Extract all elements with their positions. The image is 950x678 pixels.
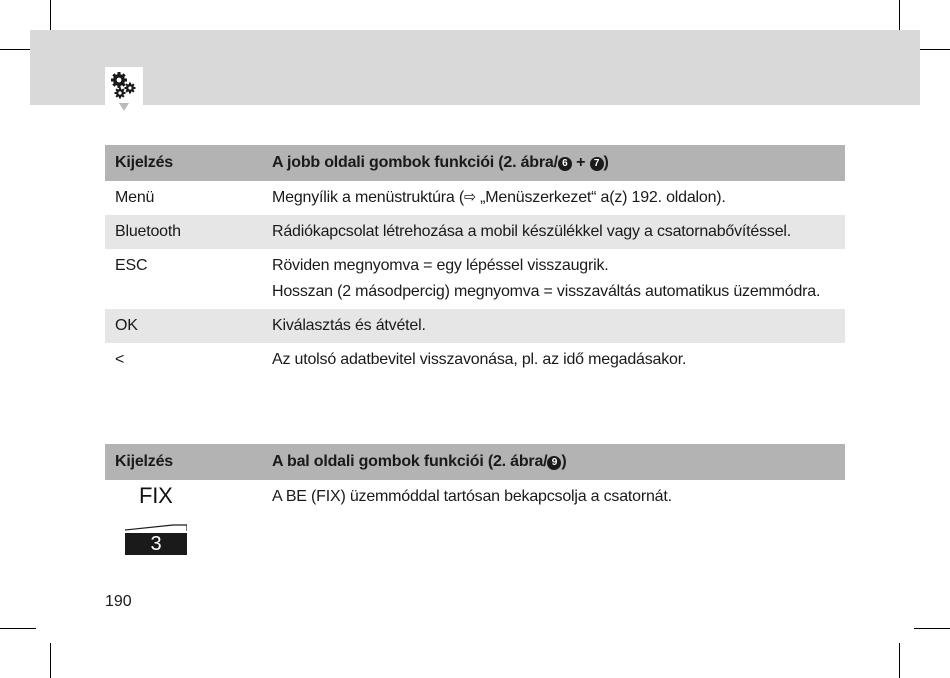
icon-pointer: [119, 103, 129, 111]
header-plus: +: [571, 154, 590, 171]
column-header-function: [262, 145, 845, 181]
crop-mark: [914, 628, 950, 629]
crop-mark: [50, 643, 51, 678]
function-cell: Rádiókapcsolat létrehozása a mobil készülékkel vagy a csatornabővítéssel.: [262, 215, 845, 249]
fix-label: FIX: [139, 483, 173, 508]
function-cell: Megnyílik a menüstruktúra (⇨ „Menüszerkezet“ a(z) 192. oldalon).: [272, 189, 726, 206]
column-header-display: Kijelzés: [105, 444, 262, 480]
display-cell: <: [115, 351, 125, 368]
figure-ref-badge: 6: [558, 157, 572, 171]
column-header-display: Kijelzés: [105, 145, 262, 181]
display-cell: ESC: [115, 257, 148, 274]
fix-mode-symbol: [115, 484, 187, 556]
table-row: [105, 249, 845, 309]
table-row: [105, 215, 845, 249]
header-text: A bal oldali gombok funkciói (2. ábra/: [272, 453, 548, 470]
figure-ref-badge: 9: [547, 456, 561, 470]
right-buttons-table: [105, 145, 845, 377]
display-cell: [105, 480, 262, 563]
function-text: Hosszan (2 másodpercig) megnyomva = visszaváltás automatikus üzemmódra.: [272, 283, 821, 300]
function-cell: A BE (FIX) üzemmóddal tartósan bekapcsolja a csatornát.: [272, 488, 672, 505]
function-cell: [262, 249, 845, 309]
display-cell: Menü: [115, 189, 155, 206]
page-number: 190: [105, 593, 132, 610]
header-close: ): [603, 154, 609, 171]
table-header-row: [105, 145, 845, 181]
left-buttons-table: [105, 444, 845, 563]
switch-line-icon: [125, 522, 187, 532]
function-cell: Az utolsó adatbevitel visszavonása, pl. az idő megadásakor.: [272, 351, 687, 368]
table-header-row: [105, 444, 845, 480]
table-row: [105, 343, 845, 377]
table-row: [105, 181, 845, 215]
display-cell: Bluetooth: [105, 215, 262, 249]
header-text: A jobb oldali gombok funkciói (2. ábra/: [272, 154, 558, 171]
section-icon-box: [105, 67, 143, 105]
section-header-band: [30, 30, 920, 105]
table-row: [105, 309, 845, 343]
column-header-function: [262, 444, 845, 480]
display-cell: OK: [105, 309, 262, 343]
table-row: [105, 480, 845, 563]
function-cell: Kiválasztás és átvétel.: [262, 309, 845, 343]
channel-number-box: 3: [125, 533, 187, 555]
header-close: ): [561, 453, 567, 470]
crop-mark: [0, 628, 36, 629]
gears-icon: [109, 71, 139, 101]
crop-mark: [899, 643, 900, 678]
function-text: Röviden megnyomva = egy lépéssel visszaugrik.: [272, 257, 609, 274]
figure-ref-badge: 7: [590, 157, 604, 171]
